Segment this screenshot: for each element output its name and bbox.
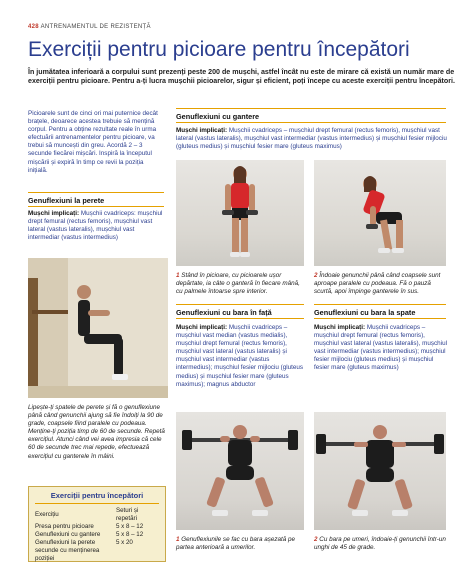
section-name: ANTRENAMENTUL DE REZISTENȚĂ: [40, 24, 151, 30]
table-title: Exerciții pentru începători: [50, 491, 144, 500]
front-squat-photo: [176, 412, 304, 530]
table-row: [35, 539, 159, 547]
muscles-label: Mușchi implicați:: [176, 127, 228, 134]
step-number: 2: [314, 536, 318, 543]
back-squat-title: Genuflexiuni cu bara la spate: [314, 308, 416, 317]
table-header-cell: Seturi și repetări: [115, 507, 139, 522]
left-lead-text: Picioarele sunt de cinci ori mai puternice decât brațele, deoarece acestea trebuie să mențină corpul. Pentru a obține rezultate reale în urma efectuării antrenamentelor pentru picioare, va trebui să muncești din greu. Acordă 2 – 3 secunde fiecărei mișcări. Inspiră la începutul mișcării și expiră în timp ce revii la poziția inițială.: [28, 110, 158, 174]
back-squat-photo: [314, 412, 446, 530]
step-text: Genuflexiunile se fac cu bara așezată pe partea anterioară a umerilor.: [176, 536, 296, 552]
table-cell: 5 x 8 – 12: [115, 523, 144, 530]
front-squat-muscles: [176, 324, 306, 389]
table-cell: Presa pentru picioare: [35, 523, 94, 530]
step-text: Cu bara pe umeri, îndoaie-ți genunchii într-un unghi de 45 de grade.: [314, 536, 446, 552]
muscles-text: Mușchii cvadriceps – mușchiul vast median (vastus medialis), mușchiul drept femural (rectus femoris), mușchiul vast lateral (vastus lateralis) și mușchiul vast intermediar (vastus intermedius); mușchiul fesier mijlociu (gluteus medius) și mușchiul fesier mare (gluteus maximus); magnus abductor: [176, 324, 304, 388]
divider: [314, 304, 446, 305]
intro-paragraph: În jumătatea inferioară a corpului sunt prezenți peste 200 de mușchi, astfel încât nu este de mirare că există un număr mare de exerciții pentru picioare. Pentru a-ți lucra mușchii picioarelor, sigur și eficient, poți începe cu aceste exerciții pentru începători.: [28, 68, 455, 86]
dumbbell-squat-photo-2: [314, 160, 446, 266]
dumbbell-squat-muscles: [176, 127, 448, 151]
table-header-row: [35, 507, 159, 523]
divider: [176, 108, 446, 109]
dumbbell-squat-photo-1: [176, 160, 304, 266]
dumbbell-step-1: [176, 272, 304, 296]
table-header-cell: Exercițiu: [35, 511, 59, 518]
step-number: 1: [176, 272, 180, 279]
table-row: [35, 531, 159, 539]
table-cell: 5 x 20: [115, 539, 133, 546]
divider: [176, 304, 304, 305]
muscles-label: Mușchi implicați:: [176, 324, 228, 331]
front-squat-step-1: [176, 536, 304, 552]
beginner-exercises-box: [28, 486, 166, 562]
divider: [176, 122, 446, 123]
muscles-text: Mușchii cvadriceps – mușchiul drept femural (rectus femoris), mușchiul vast lateral (vastus lateralis), mușchiul vast intermediar (vastus intermedius); mușchiul fesier mijlociu (gluteus medius) și mușchiul fesier mare (gluteus maximus): [314, 324, 447, 372]
divider: [28, 192, 164, 193]
dumbbell-squat-title: Genuflexiuni cu gantere: [176, 112, 260, 121]
divider: [28, 206, 164, 207]
wall-squat-caption: Lipește-ți spatele de perete și fă o genuflexiune până când genunchii ajung să fie îndoiți la 90 de grade, coapsele fiind paralele cu podeaua. Menține-ți poziția timp de 60 de secunde. Repetă exercițiul. Atunci când vei avea impresia că cele 60 de secunde trec mai repede, efectuează exercițiul cu ganterele în mâini.: [28, 404, 165, 460]
table-cell: Genuflexiuni cu gantere: [35, 531, 101, 538]
back-squat-muscles: [314, 324, 448, 373]
wall-squat-muscles: [28, 210, 164, 242]
front-squat-title: Genuflexiuni cu bara în față: [176, 308, 272, 317]
page-title: Exerciții pentru picioare pentru începători: [28, 38, 410, 61]
step-text: Stând în picioare, cu picioarele ușor depărtate, ia câte o ganteră în fiecare mână, cu palmele întoarse spre interior.: [176, 272, 300, 296]
divider: [176, 318, 304, 319]
table-row: [35, 523, 159, 531]
wall-squat-title: Genuflexiuni la perete: [28, 196, 105, 205]
table-cell: 5 x 8 – 12: [115, 531, 144, 538]
exercise-table: [35, 507, 159, 563]
wall-squat-photo: [28, 258, 168, 398]
step-number: 2: [314, 272, 318, 279]
table-cell: Genuflexiuni la perete: [35, 539, 96, 546]
muscles-label: Mușchi implicați:: [28, 210, 80, 217]
divider: [314, 318, 446, 319]
back-squat-step-2: [314, 536, 446, 552]
step-text: Îndoaie genunchii până când coapsele sunt aproape paralele cu podeaua. Fă o pauză scurtă, apoi împinge ganterele în sus.: [314, 272, 441, 296]
page-number: 428: [28, 24, 39, 30]
table-cell: secunde cu menținerea poziției: [35, 547, 100, 562]
muscles-text: Mușchii cvadriceps: mușchiul drept femural (rectus femoris), mușchiul vast lateral (vastus lateralis), mușchiul vast intermediar (vastus intermedius): [28, 210, 163, 242]
muscles-label: Mușchi implicați:: [314, 324, 366, 331]
dumbbell-step-2: [314, 272, 446, 296]
table-cell: [116, 547, 159, 563]
muscles-text: Mușchii cvadriceps – mușchiul drept femural (rectus femoris), mușchiul vast lateral (vastus lateralis), mușchiul vast intermediar (vastus intermedius) și mușchiul fesier mijlociu (gluteus medius) și mușchiul fesier mare (gluteus maximus): [176, 127, 447, 151]
table-row: [35, 547, 159, 563]
step-number: 1: [176, 536, 180, 543]
running-header: [28, 24, 151, 30]
